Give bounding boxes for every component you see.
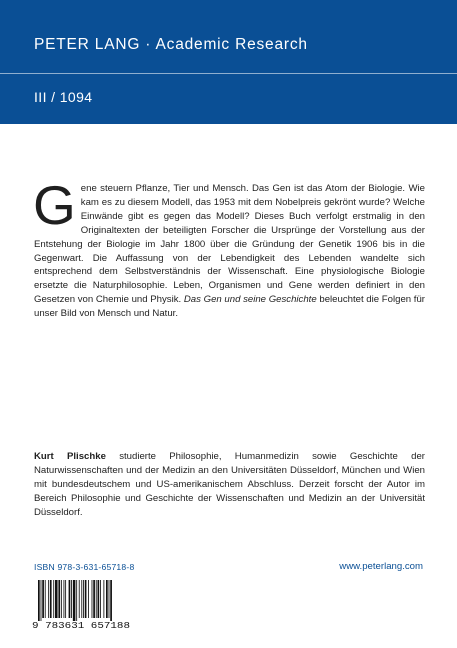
barcode-bar: [76, 580, 77, 621]
barcode-bar: [45, 580, 46, 618]
barcode-bar: [64, 580, 65, 618]
author-name: Kurt Plischke: [34, 451, 106, 462]
isbn: ISBN 978-3-631-65718-8: [34, 562, 135, 572]
barcode-bar: [83, 580, 84, 618]
publisher-name: PETER LANG · Academic Research: [34, 36, 308, 53]
barcode-bars: [38, 580, 112, 621]
barcode-bar: [41, 580, 42, 621]
barcode-bar: [53, 580, 54, 618]
barcode-bar: [92, 580, 93, 618]
barcode-bar: [73, 580, 76, 621]
drop-cap: G: [33, 174, 76, 236]
book-title: Das Gen und seine Geschichte: [183, 294, 317, 306]
barcode-bar: [100, 580, 101, 618]
barcode-bar: [81, 580, 82, 618]
author-bio-text: studierte Philosophie, Humanmedizin sowie Geschichte der Naturwissenschaften und der Medizin an den Universitäten Düsseldorf, München und Wien mit bundesdeutschem und US-amerikanischem Abschluss. Derzeit forscht der Autor im Bereich Philosophie und Geschichte der Wissenschaften und Medizin an der Universität Düsseldorf.: [34, 451, 425, 518]
barcode-bar: [96, 580, 97, 618]
barcode-bar: [58, 580, 60, 618]
barcode-icon: [30, 578, 132, 630]
series-number: III / 1094: [34, 89, 93, 105]
barcode-bar: [61, 580, 62, 618]
barcode-bar: [79, 580, 80, 618]
barcode-bar: [85, 580, 87, 618]
author-bio: [34, 450, 425, 520]
barcode-bar: [98, 580, 100, 618]
barcode-bar: [93, 580, 95, 618]
publisher-website[interactable]: www.peterlang.com: [339, 561, 423, 572]
barcode-bar: [88, 580, 89, 618]
barcode-bar: [106, 580, 108, 618]
barcode-bar: [71, 580, 72, 618]
barcode-bar: [38, 580, 40, 621]
header-divider: [0, 73, 457, 74]
barcode-bar: [69, 580, 71, 618]
barcode-bar: [110, 580, 112, 621]
header-band: [0, 0, 457, 124]
barcode-bar: [50, 580, 52, 618]
barcode-bar: [48, 580, 49, 618]
barcode-bar: [103, 580, 104, 618]
barcode-bar: [55, 580, 58, 618]
barcode-bar: [109, 580, 110, 618]
barcode-digits: 9 783631 657188: [32, 620, 131, 630]
description-ending: beleuchtet die Folgen für unser Bild von Mensch und Natur.: [34, 294, 425, 320]
barcode-bar: [65, 580, 66, 618]
barcode-bar: [42, 580, 44, 618]
description-text: ene steuern Pflanze, Tier und Mensch. Das Gen ist das Atom der Biologie. Wie kam es zu diesem Modell, das 1953 mit dem Nobelpreis gekrönt wurde? Welche Einwände gibt es gegen das Modell? Dieses Buch verfolgt erstmalig in den Originaltexten der beteiligten Forscher die Ursprünge der Vorstellung aus der Entstehung der Biologie im Jahr 1800 über die Gründung der Genetik 1906 bis in die Gegenwart. Die Auffassung von der Lebendigkeit des Lebenden wandelte sich entsprechend dem Selbstverständnis der Wissenschaft. Eine physiologische Biologie ersetzte die Naturphilosophie. Leben, Organismen und Gene werden definiert in den Gesetzen von Chemie und Physik.: [34, 183, 425, 306]
book-description: [33, 174, 425, 321]
